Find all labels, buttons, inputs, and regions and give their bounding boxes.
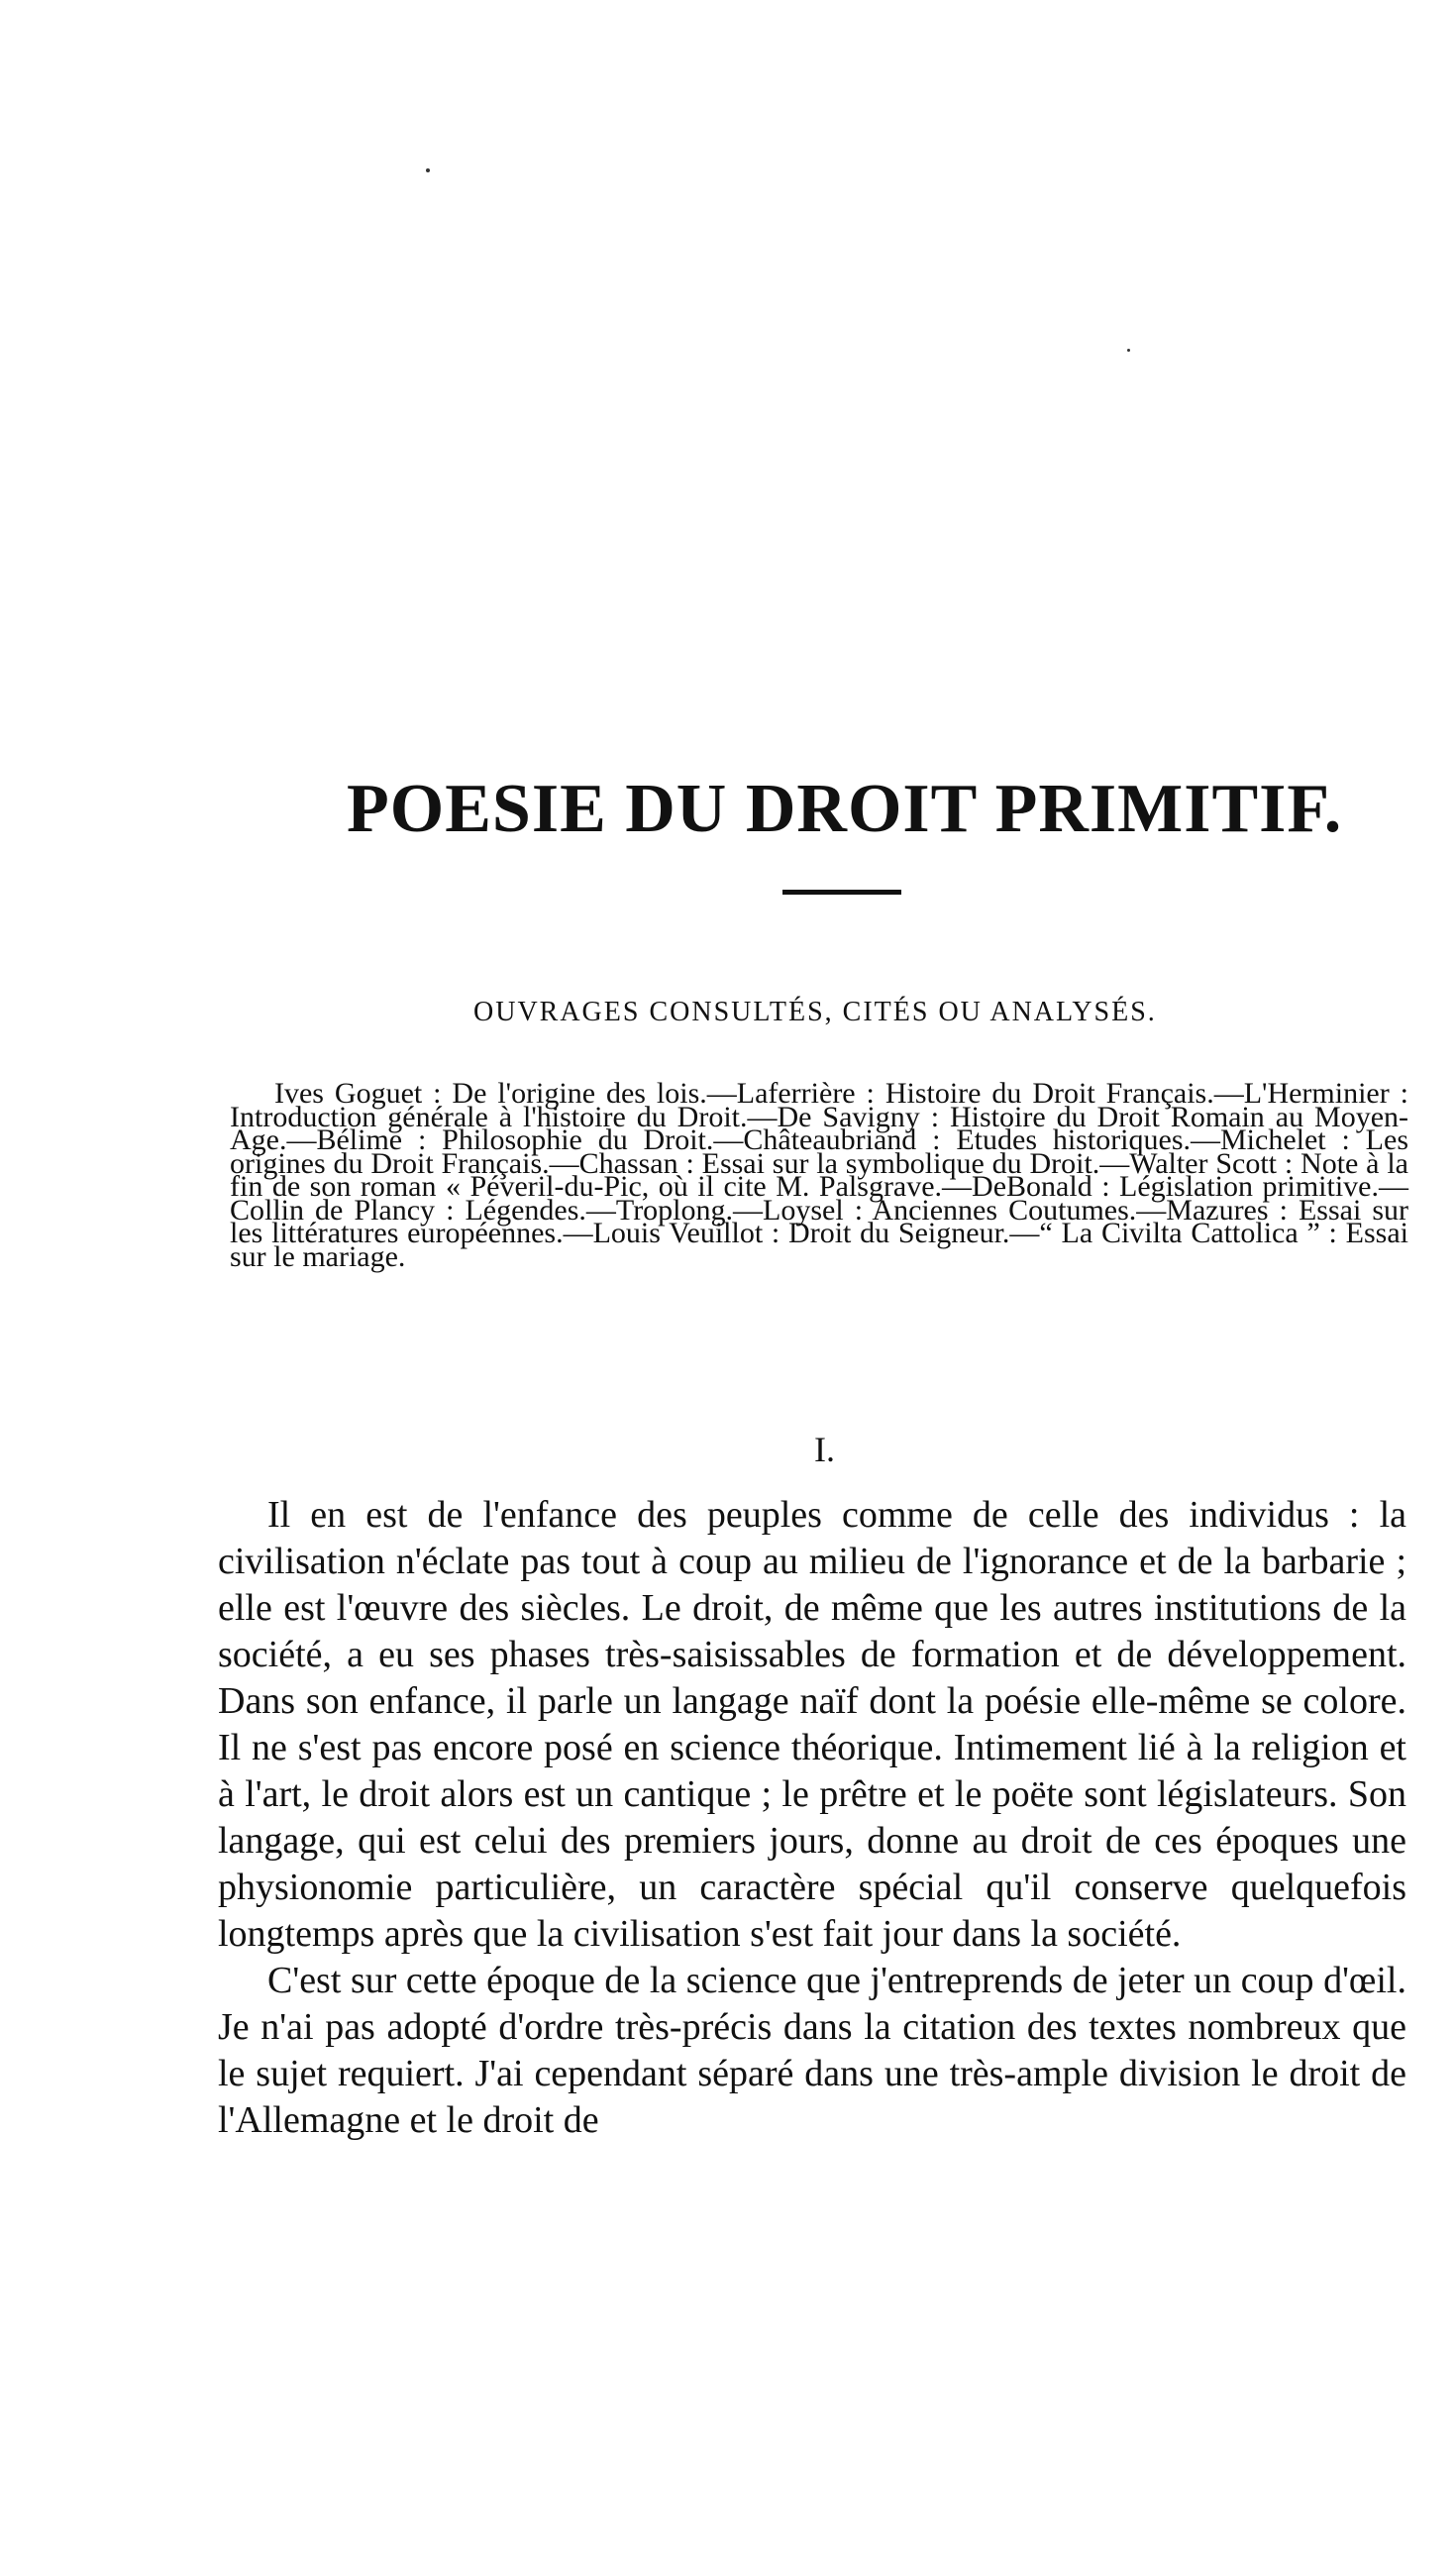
section-number: I.: [814, 1430, 835, 1469]
body-paragraph: Il en est de l'enfance des peuples comme de celle des individus : la civilisation n'éclate pas tout à coup au milieu de l'ignorance et de la barbarie ; elle est l'œuvre des siècles. Le droit, de même que les autres institutions de la société, a eu ses phases très-saisissables de formation et de développement. Dans son enfance, il parle un langage naïf dont la poésie elle-même se colore. Il ne s'est pas encore posé en science théorique. Intimement lié à la religion et à l'art, le droit alors est un cantique ; le prêtre et le poëte sont législateurs. Son langage, qui est celui des premiers jours, donne au droit de ces époques une physionomie particulière, un caractère spécial qu'il conserve quelquefois longtemps après que la civilisation s'est fait jour dans la société.: [218, 1494, 1406, 1955]
title-rule: [782, 890, 901, 895]
sources-heading: OUVRAGES CONSULTÉS, CITÉS OU ANALYSÉS.: [473, 997, 1157, 1027]
chapter-title: POESIE DU DROIT PRIMITIF.: [347, 770, 1343, 847]
ink-speck: [1127, 349, 1130, 352]
body-text: [218, 1492, 1406, 2144]
body-paragraph: C'est sur cette époque de la science que j'entreprends de jeter un coup d'œil. Je n'ai pas adopté d'ordre très-précis dans la citation des textes nombreux que le sujet requiert. J'ai cependant séparé dans une très-ample division le droit de l'Allemagne et le droit de: [218, 1960, 1406, 2141]
sources-paragraph: Ives Goguet : De l'origine des lois.—Laferrière : Histoire du Droit Français.—L'Herminier : Introduction générale à l'histoire du Droit.—De Savigny : Histoire du Droit Romain au Moyen-Age.—Bélime : Philosophie du Droit.—Châteaubriand : Etudes historiques.—Michelet : Les origines du Droit Français.—Chassan : Essai sur la symbolique du Droit.—Walter Scott : Note à la fin de son roman « Péveril-du-Pic, où il cite M. Palsgrave.—DeBonald : Législation primitive.—Collin de Plancy : Légendes.—Troplong.—Loysel : Anciennes Coutumes.—Mazures : Essai sur les littératures européennes.—Louis Veuillot : Droit du Seigneur.—“ La Civilta Cattolica ” : Essai sur le mariage.: [230, 1077, 1408, 1273]
ink-speck: [426, 168, 430, 172]
